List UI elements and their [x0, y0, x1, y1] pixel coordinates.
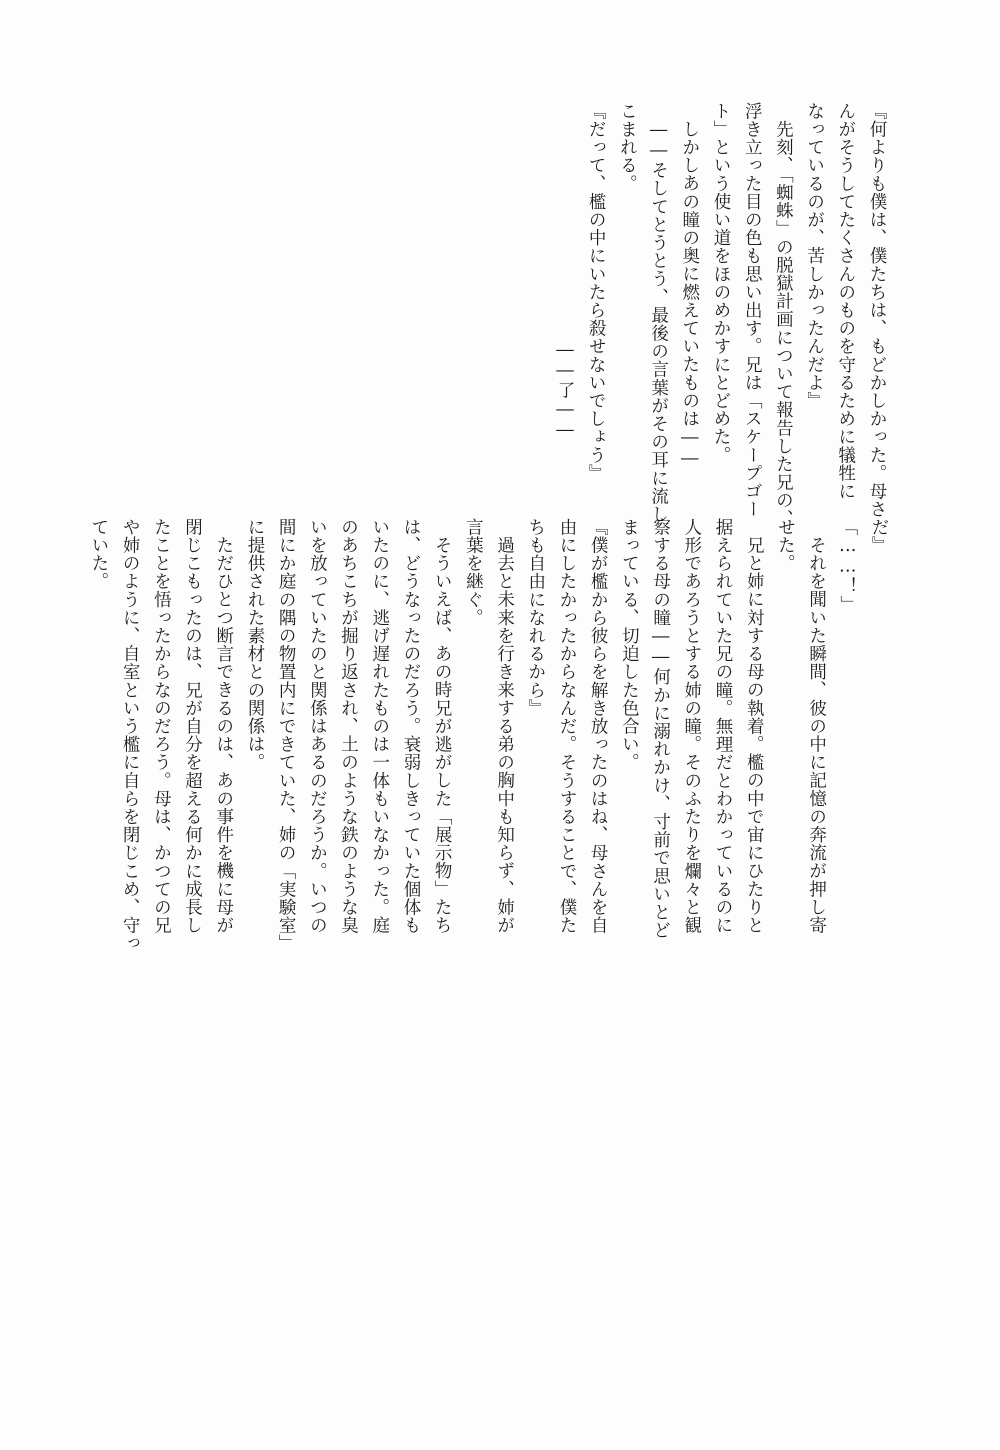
text-line: ていた。	[88, 518, 109, 591]
text-line: ――そしてとうとう、最後の言葉がその耳に流し	[648, 119, 669, 523]
text-line: ただひとつ断言できるのは、あの事件を機に母が	[213, 535, 234, 934]
text-line: 『何よりも僕は、僕たちは、もどかしかった。母さ	[867, 102, 887, 519]
text-line: こまれる。	[617, 102, 638, 193]
text-line: 浮き立った目の色も思い出す。兄は「スケープゴー	[742, 102, 763, 519]
text-line: ト」という使い道をほのめかすにとどめた。	[710, 102, 731, 464]
lower-text-block	[83, 518, 894, 953]
text-line: たことを悟ったからなのだろう。母は、かつての兄	[151, 518, 172, 935]
text-line: 人形であろうとする姉の瞳。そのふたりを爛々と観	[681, 518, 702, 935]
text-line: 間にか庭の隅の物置内にできていた、姉の「実験室」	[276, 518, 297, 953]
text-line: んがそうしてたくさんのものを守るために犠牲に	[835, 102, 856, 501]
text-line: 兄と姉に対する母の執着。檻の中で宙にひたりと	[744, 535, 765, 934]
text-line: 先刻、「蜘蛛」の脱獄計画について報告した兄の、	[773, 119, 794, 528]
text-line: それを聞いた瞬間、彼の中に記憶の奔流が押し寄	[806, 535, 827, 934]
text-line: ちも自由になれるから』	[525, 518, 546, 718]
upper-text-block	[549, 102, 892, 528]
text-line: 由にしたかったからなんだ。そうすることで、僕た	[556, 518, 577, 935]
text-line: 据えられていた兄の瞳。無理だとわかっているのに	[712, 518, 733, 935]
text-line: まっている、切迫した色合い。	[619, 518, 640, 772]
text-line: 言葉を継ぐ。	[463, 518, 484, 627]
text-line: なっているのが、苦しかったんだよ』	[804, 102, 825, 410]
text-line: いを放っていたのと関係はあるのだろうか。いつの	[307, 518, 328, 935]
text-line: そういえば、あの時兄が逃がした「展示物」たち	[432, 535, 453, 934]
text-line: いたのに、逃げ遅れたものは一体もいなかった。庭	[369, 518, 390, 935]
text-line: せた。	[775, 518, 796, 573]
text-line: だ』	[869, 518, 889, 555]
text-line: は、どうなったのだろう。衰弱しきっていた個体も	[400, 518, 421, 935]
text-line: や姉のように、自室という檻に自らを閉じこめ、守っ	[120, 518, 141, 953]
text-line: 閉じこもったのは、兄が自分を超える何かに成長し	[182, 518, 203, 935]
text-line: しかしあの瞳の奥に燃えていたものは――	[679, 119, 700, 469]
text-line: 「……！」	[837, 518, 858, 614]
text-line: 過去と未来を行き来する弟の胸中も知らず、姉が	[494, 535, 515, 934]
text-line: 察する母の瞳――何かに溺れかけ、寸前で思いとど	[650, 518, 671, 940]
end-mark: ――了――	[554, 340, 575, 441]
text-line: に提供された素材との関係は。	[244, 518, 265, 772]
text-line: 『だって、檻の中にいたら殺せないでしょう』	[586, 102, 607, 483]
text-line: のあちこちが掘り返され、土のような鉄のような臭	[338, 518, 359, 935]
text-line: 『僕が檻から彼らを解き放ったのはね、母さんを自	[588, 518, 609, 935]
